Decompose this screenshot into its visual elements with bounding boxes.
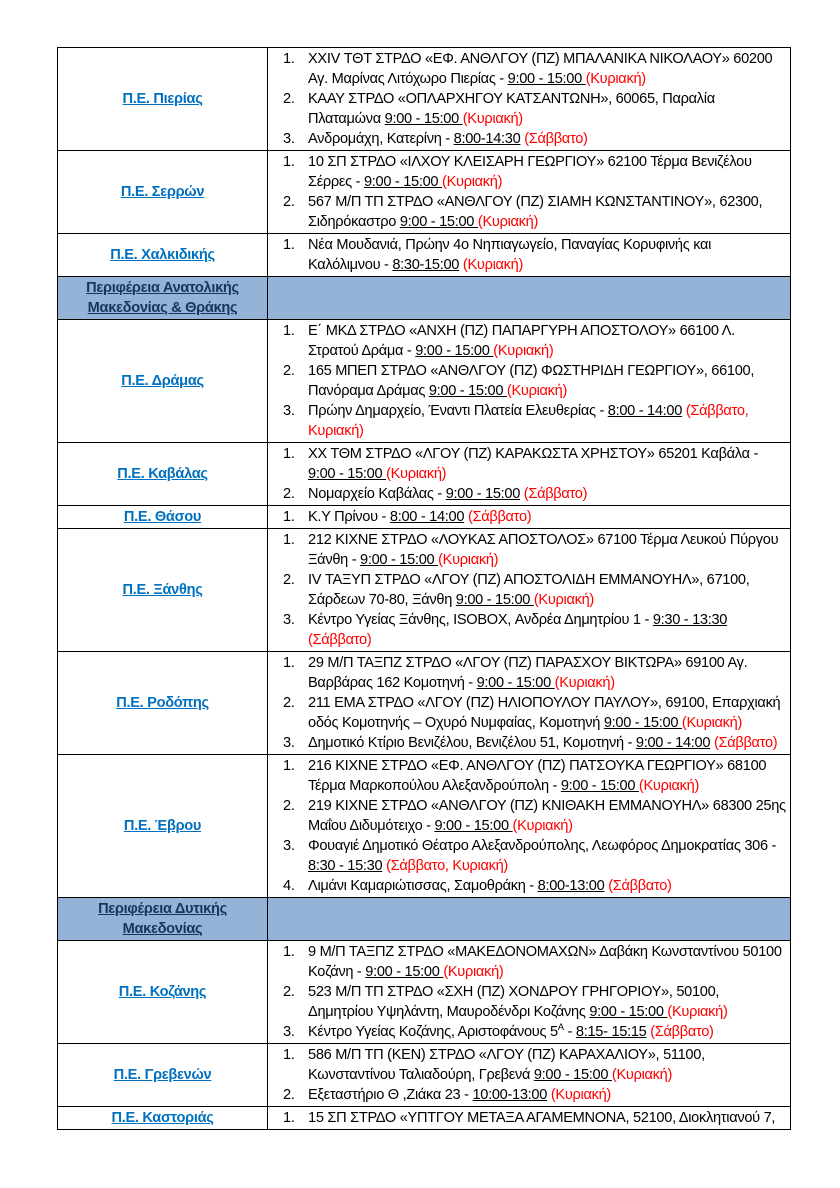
table-row [58,529,791,652]
list-item-text [308,796,786,836]
list-item-number: 3. [283,612,295,628]
centers-table [57,47,791,1130]
list-item-number: 3. [283,1024,295,1040]
location-text: 9 Μ/Π ΤΑΞΠΖ ΣΤΡΔΟ «ΜΑΚΕΔΟΝΟΜΑΧΩΝ» Δαβάκη Κωνσταντίνου 50100 Κοζάνη - [308,944,782,980]
time-range: 9:00 - 15:00 [455,592,534,608]
list-item [272,444,786,484]
time-range: 9:00 - 15:00 [384,111,463,127]
list-item [272,235,786,275]
day-label: (Σάββατο) [523,486,588,502]
list-item-text [308,1085,786,1105]
list-item [272,982,786,1022]
region-link[interactable]: Π.Ε. Χαλκιδικής [110,247,215,263]
list-item-number: 2. [283,695,295,711]
list-item-text [308,982,786,1022]
time-range: 8:30 - 15:30 [308,858,383,874]
table-row [58,234,791,277]
list-item [272,152,786,192]
locations-cell [268,1044,791,1107]
region-cell [58,755,268,898]
table-row [58,506,791,529]
list-item-number: 3. [283,735,295,751]
list-item [272,507,786,527]
list-item-number: 3. [283,838,295,854]
day-label: (Σάββατο) [650,1024,714,1040]
region-link[interactable]: Π.Ε. Ξάνθης [122,582,203,598]
list-item-number: 2. [283,984,295,1000]
region-link[interactable]: Π.Ε. Θάσου [123,509,202,525]
day-label: (Κυριακή) [533,592,594,608]
list-item-text [308,836,786,876]
location-text: 211 ΕΜΑ ΣΤΡΔΟ «ΛΓΟΥ (ΠΖ) ΗΛΙΟΠΟΥΛΟΥ ΠΑΥΛΟΥ», 69100, Επαρχιακή οδός Κομοτηνής – Οχυρό Νυμφαίας, Κομοτηνή [308,695,781,731]
day-label: (Κυριακή) [638,778,700,794]
day-label: (Κυριακή) [667,1004,728,1020]
list-item [272,401,786,441]
list-item-text [308,693,786,733]
list-item [272,693,786,733]
region-cell [58,1107,268,1130]
time-range: 9:00 - 15:00 [415,343,494,359]
region-cell [58,151,268,234]
location-text: Κέντρο Υγείας Ξάνθης, ISOBOX, Ανδρέα Δημητρίου 1 - [308,612,653,628]
location-text: Εξεταστήριο Θ ,Ζιάκα 23 - [308,1087,473,1103]
location-text: Νομαρχείο Καβάλας - [308,486,446,502]
location-text: 10 ΣΠ ΣΤΡΔΟ «ΙΛΧΟΥ ΚΛΕΙΣΑΡΗ ΓΕΩΡΓΙΟΥ» 62100 Τέρμα Βενιζέλου Σέρρες - [308,154,752,190]
table-row [58,443,791,506]
locations-cell [268,506,791,529]
time-range: 9:00 - 15:00 [445,486,521,502]
list-item [272,530,786,570]
list-item [272,876,786,896]
table-row [58,652,791,755]
time-range: 8:30-15:00 [392,257,460,273]
table-row [58,1044,791,1107]
day-label: (Σάββατο) [467,509,532,525]
list-item [272,484,786,504]
region-link[interactable]: Π.Ε. Καστοριάς [111,1110,214,1126]
list-item-number: 2. [283,798,295,814]
time-range: 9:00 - 15:00 [476,675,555,691]
day-label: (Σάββατο) [308,632,372,648]
region-link[interactable]: Π.Ε. Ροδόπης [116,695,209,711]
section-title: Περιφέρεια Ανατολικής Μακεδονίας & Θράκης [86,280,239,316]
list-item [272,321,786,361]
location-text: 219 ΚΙΧΝΕ ΣΤΡΔΟ «ΑΝΘΛΓΟΥ (ΠΖ) ΚΝΙΘΑΚΗ ΕΜΜΑΝΟΥΗΛ» 68300 25ης Μαΐου Διδυμότειχο - [308,798,786,834]
location-text: Δημοτικό Κτίριο Βενιζέλου, Βενιζέλου 51, Κομοτηνή - [308,735,636,751]
time-range: 9:00 - 15:00 [363,174,443,190]
list-item-text [308,570,786,610]
region-cell [58,506,268,529]
list-item-text [308,129,786,149]
list-item-number: 1. [283,1110,295,1126]
list-item-text [308,653,786,693]
location-text: Πρώην Δημαρχείο, Έναντι Πλατεία Ελευθερίας - [308,403,608,419]
list-item-text [308,152,786,192]
region-link[interactable]: Π.Ε. Δράμας [121,373,204,389]
list-item-text [308,89,786,129]
time-range: 9:00 - 15:00 [589,1004,668,1020]
region-cell [58,941,268,1044]
list-item-text [308,1045,786,1085]
region-link[interactable]: Π.Ε. Κοζάνης [118,984,207,1000]
time-range: 9:00 - 15:00 [399,214,478,230]
list-item-number: 2. [283,486,295,502]
section-title-cell [58,898,268,941]
list-item [272,1022,786,1042]
list-item-number: 2. [283,572,295,588]
time-range: 9:00 - 15:00 [428,383,507,399]
locations-cell [268,48,791,151]
locations-cell [268,755,791,898]
day-label: (Κυριακή) [443,964,504,980]
location-text: 212 ΚΙΧΝΕ ΣΤΡΔΟ «ΛΟΥΚΑΣ ΑΠΟΣΤΟΛΟΣ» 67100 Τέρμα Λευκού Πύργου Ξάνθη - [308,532,779,568]
time-range: 9:00 - 14:00 [635,735,711,751]
time-range: 8:00 - 14:00 [389,509,465,525]
day-label: (Σάββατο) [608,878,672,894]
time-range: 8:00-13:00 [537,878,605,894]
table-row [58,941,791,1044]
location-text: 29 Μ/Π ΤΑΞΠΖ ΣΤΡΔΟ «ΛΓΟΥ (ΠΖ) ΠΑΡΑΣΧΟΥ ΒΙΚΤΩΡΑ» 69100 Αγ. Βαρβάρας 162 Κομοτηνή - [308,655,748,691]
location-text: Κέντρο Υγείας Κοζάνης, Αριστοφάνους 5 [308,1024,558,1040]
list-item-text [308,507,786,527]
list-item [272,1085,786,1105]
day-label: (Κυριακή) [550,1087,611,1103]
day-label: (Κυριακή) [681,715,743,731]
list-item-text [308,1022,786,1042]
list-item [272,1108,786,1128]
location-text: 567 Μ/Π ΤΠ ΣΤΡΔΟ «ΑΝΘΛΓΟΥ (ΠΖ) ΣΙΑΜΗ ΚΩΝΣΤΑΝΤΙΝΟΥ», 62300, Σιδηρόκαστρο [308,194,763,230]
day-label: (Κυριακή) [438,552,499,568]
list-item-number: 4. [283,878,295,894]
time-range: 9:00 - 15:00 [434,818,513,834]
region-cell [58,48,268,151]
table-row [58,1107,791,1130]
list-item [272,89,786,129]
location-text: Κ.Υ Πρίνου - [308,509,390,525]
list-item-number: 3. [283,403,295,419]
list-item [272,610,786,650]
time-range: 9:00 - 15:00 [533,1067,612,1083]
time-range: 8:00-14:30 [453,131,521,147]
time-range: 9:30 - 13:30 [652,612,728,628]
day-label: (Κυριακή) [386,466,447,482]
section-title-cell [58,277,268,320]
list-item [272,570,786,610]
list-item-text [308,1108,786,1128]
day-label: (Κυριακή) [442,174,503,190]
section-title: Περιφέρεια Δυτικής Μακεδονίας [98,901,227,937]
region-cell [58,652,268,755]
list-item-number: 1. [283,1047,295,1063]
day-label: (Κυριακή) [506,383,568,399]
section-row [58,277,791,320]
list-item-number: 2. [283,91,295,107]
list-item-number: 1. [283,509,295,525]
time-range: 8:15- 15:15 [575,1024,647,1040]
list-item-number: 2. [283,194,295,210]
day-label: (Κυριακή) [512,818,573,834]
location-text: 165 ΜΠΕΠ ΣΤΡΔΟ «ΑΝΘΛΓΟΥ (ΠΖ) ΦΩΣΤΗΡΙΔΗ ΓΕΩΡΓΙΟΥ», 66100, Πανόραμα Δράμας [308,363,755,399]
location-text: IV ΤΑΞΥΠ ΣΤΡΔΟ «ΛΓΟΥ (ΠΖ) ΑΠΟΣΤΟΛΙΔΗ ΕΜΜΑΝΟΥΗΛ», 67100, Σάρδεων 70-80, Ξάνθη [308,572,750,608]
time-range: 10:00-13:00 [472,1087,548,1103]
section-empty-cell [268,277,791,320]
region-cell [58,320,268,443]
location-text: XXIV ΤΘΤ ΣΤΡΔΟ «ΕΦ. ΑΝΘΛΓΟΥ (ΠΖ) ΜΠΑΛΑΝΙΚΑ ΝΙΚΟΛΑΟΥ» 60200 Αγ. Μαρίνας Λιτόχωρο Πιερίας - [308,51,773,87]
time-range: 9:00 - 15:00 [308,466,387,482]
list-item [272,836,786,876]
day-label: (Κυριακή) [462,257,524,273]
list-item-text [308,484,786,504]
list-item-text [308,192,786,232]
table-row [58,151,791,234]
location-text: Ανδρομάχη, Κατερίνη - [308,131,454,147]
time-range: 8:00 - 14:00 [607,403,683,419]
list-item-number: 1. [283,758,295,774]
list-item [272,942,786,982]
table-row [58,755,791,898]
list-item [272,361,786,401]
day-label: (Σάββατο) [713,735,778,751]
day-label: (Κυριακή) [477,214,539,230]
list-item-text [308,876,786,896]
table-row [58,320,791,443]
day-label: (Σάββατο, Κυριακή) [308,403,749,439]
region-link[interactable]: Π.Ε. Σερρών [120,184,205,200]
list-item [272,733,786,753]
day-label: (Κυριακή) [585,71,646,87]
locations-cell [268,652,791,755]
list-item [272,129,786,149]
region-cell [58,443,268,506]
list-item-number: 1. [283,323,295,339]
day-label: (Κυριακή) [611,1067,673,1083]
location-text: - [563,1024,576,1040]
location-text: ΚΑΑΥ ΣΤΡΔΟ «ΟΠΛΑΡΧΗΓΟΥ ΚΑΤΣΑΝΤΩΝΗ», 60065, Παραλία Πλαταμώνα [308,91,715,127]
locations-cell [268,529,791,652]
day-label: (Κυριακή) [493,343,554,359]
region-cell [58,234,268,277]
time-range: 9:00 - 15:00 [560,778,639,794]
region-link[interactable]: Π.Ε. Πιερίας [122,91,203,107]
location-text: Ε΄ ΜΚΔ ΣΤΡΔΟ «ΑΝΧΗ (ΠΖ) ΠΑΠΑΡΓΥΡΗ ΑΠΟΣΤΟΛΟΥ» 66100 Λ. Στρατού Δράμα - [308,323,735,359]
list-item-text [308,444,786,484]
locations-cell [268,234,791,277]
day-label: (Σάββατο, Κυριακή) [386,858,508,874]
day-label: (Κυριακή) [462,111,523,127]
list-item [272,756,786,796]
location-text: Φουαγιέ Δημοτικό Θέατρο Αλεξανδρούπολης, Λεωφόρος Δημοκρατίας 306 - [308,838,777,854]
list-item-text [308,401,786,441]
locations-cell [268,941,791,1044]
list-item-text [308,610,786,650]
list-item-text [308,321,786,361]
list-item-text [308,361,786,401]
region-link[interactable]: Π.Ε. Γρεβενών [113,1067,212,1083]
list-item-number: 2. [283,1087,295,1103]
location-text: ΧΧ ΤΘΜ ΣΤΡΔΟ «ΛΓΟΥ (ΠΖ) ΚΑΡΑΚΩΣΤΑ ΧΡΗΣΤΟΥ» 65201 Καβάλα - [308,446,759,462]
list-item-text [308,49,786,89]
region-cell [58,529,268,652]
list-item-number: 1. [283,655,295,671]
location-text: Λιμάνι Καμαριώτισσας, Σαμοθράκη - [308,878,538,894]
list-item-number: 1. [283,154,295,170]
section-row [58,898,791,941]
time-range: 9:00 - 15:00 [360,552,439,568]
list-item [272,796,786,836]
list-item [272,49,786,89]
location-text: 586 Μ/Π ΤΠ (ΚΕΝ) ΣΤΡΔΟ «ΛΓΟΥ (ΠΖ) ΚΑΡΑΧΑΛΙΟΥ», 51100, Κωνσταντίνου Ταλιαδούρη, Γρεβενά [308,1047,705,1083]
location-text: 15 ΣΠ ΣΤΡΔΟ «ΥΠΤΓΟΥ ΜΕΤΑΞΑ ΑΓΑΜΕΜΝΟΝΑ, 52100, Διοκλητιανού 7, [308,1110,776,1126]
list-item-number: 1. [283,532,295,548]
list-item-number: 1. [283,51,295,67]
list-item [272,1045,786,1085]
list-item-text [308,530,786,570]
list-item-number: 1. [283,237,295,253]
locations-cell [268,1107,791,1130]
list-item-number: 1. [283,944,295,960]
location-text: Α [557,1022,564,1034]
region-cell [58,1044,268,1107]
list-item-number: 1. [283,446,295,462]
section-empty-cell [268,898,791,941]
locations-cell [268,443,791,506]
list-item-text [308,942,786,982]
table-row [58,48,791,151]
time-range: 9:00 - 15:00 [507,71,586,87]
locations-cell [268,320,791,443]
location-text: Νέα Μουδανιά, Πρώην 4ο Νηπιαγωγείο, Παναγίας Κορυφινής και Καλόλιμνου - [308,237,712,273]
list-item [272,192,786,232]
list-item-number: 2. [283,363,295,379]
list-item-number: 3. [283,131,295,147]
list-item-text [308,733,786,753]
location-text: 523 Μ/Π ΤΠ ΣΤΡΔΟ «ΣΧΗ (ΠΖ) ΧΟΝΔΡΟΥ ΓΡΗΓΟΡΙΟΥ», 50100, Δημητρίου Υψηλάντη, Μαυροδένδρι Κοζάνης [308,984,720,1020]
list-item-text [308,756,786,796]
region-link[interactable]: Π.Ε. Έβρου [123,818,202,834]
list-item [272,653,786,693]
region-link[interactable]: Π.Ε. Καβάλας [117,466,208,482]
time-range: 9:00 - 15:00 [603,715,682,731]
time-range: 9:00 - 15:00 [365,964,444,980]
table-body [58,48,791,1130]
locations-cell [268,151,791,234]
day-label: (Σάββατο) [524,131,588,147]
day-label: (Κυριακή) [554,675,615,691]
list-item-text [308,235,786,275]
location-text: 216 ΚΙΧΝΕ ΣΤΡΔΟ «ΕΦ. ΑΝΘΛΓΟΥ (ΠΖ) ΠΑΤΣΟΥΚΑ ΓΕΩΡΓΙΟΥ» 68100 Τέρμα Μαρκοπούλου Αλεξανδρούπολη - [308,758,767,794]
